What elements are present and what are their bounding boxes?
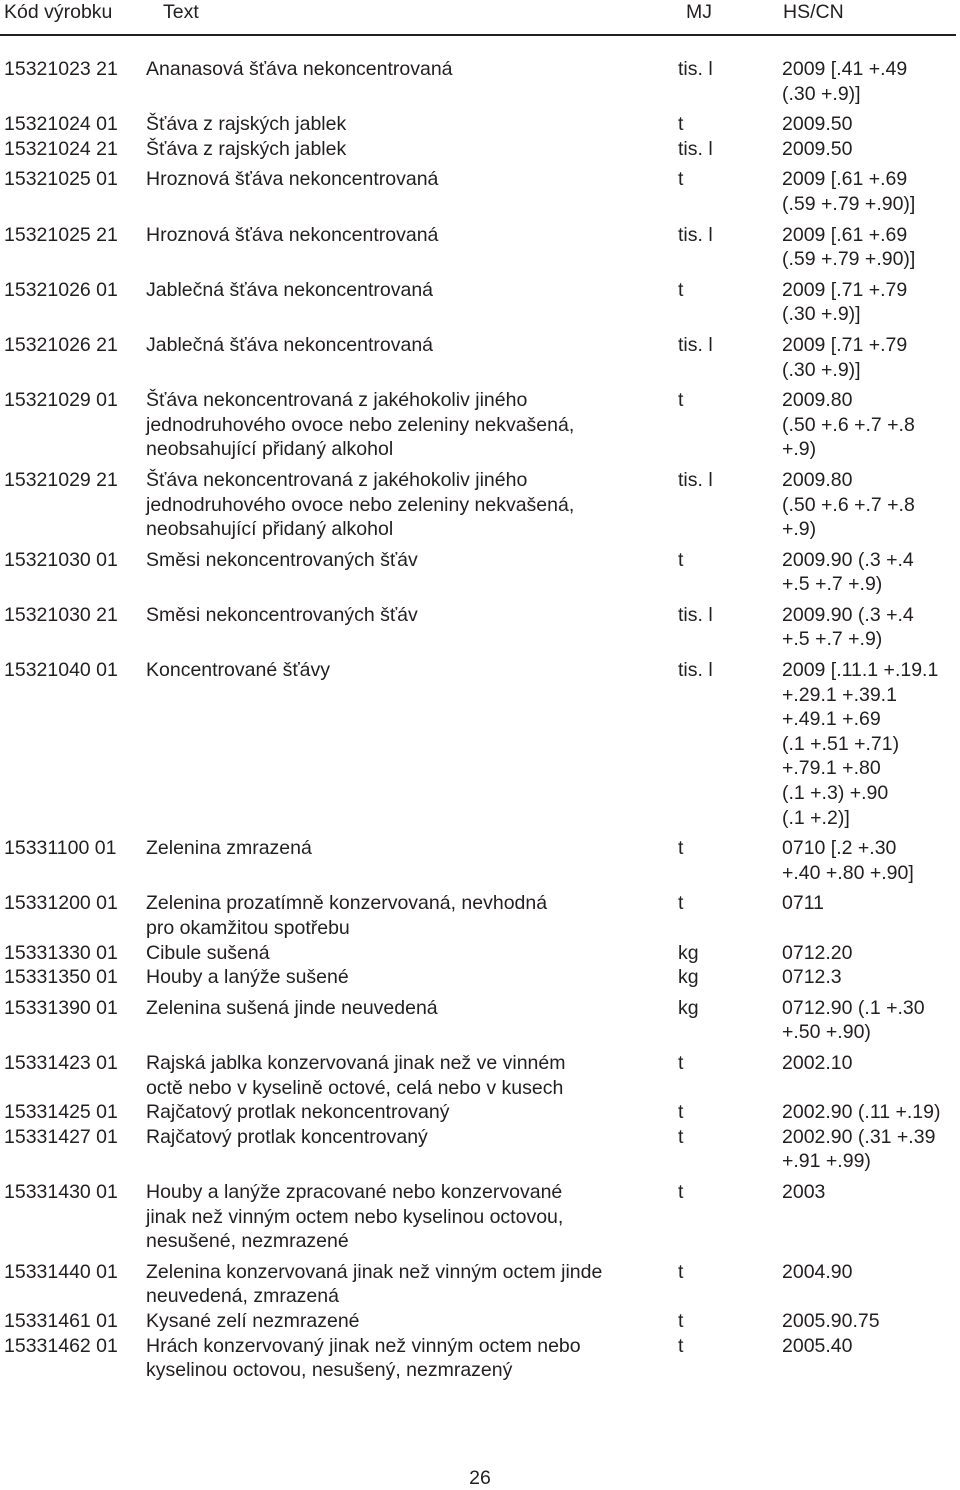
hs-cn-code: 0712.3: [782, 966, 842, 989]
hs-cn-code: 2009 [.61 +.69 (.59 +.79 +.90)]: [782, 223, 916, 271]
header-hs: HS/CN: [783, 1, 844, 23]
measure-unit: t: [678, 1334, 684, 1357]
product-description: Houby a lanýže sušené: [146, 966, 349, 989]
product-description: Šťáva z rajských jablek: [146, 137, 347, 160]
product-code: 15321026 21: [4, 333, 118, 356]
table-row: [0, 996, 960, 1045]
hs-cn-code: 2002.90 (.11 +.19): [782, 1101, 941, 1124]
hs-cn-code: 2009 [.61 +.69 (.59 +.79 +.90)]: [782, 168, 916, 215]
product-description: Šťáva z rajských jablek: [146, 113, 347, 136]
product-code: 15331440 01: [4, 1260, 118, 1283]
hs-cn-code: 0711: [782, 892, 824, 915]
table-row: [0, 333, 960, 382]
product-description: Šťáva nekoncentrovaná z jakéhokoliv jiného jednodruhového ovoce nebo zeleniny nekvašená, neobsahující přidaný alkohol: [146, 389, 575, 461]
measure-unit: tis. l: [678, 58, 713, 80]
product-description: Hroznová šťáva nekoncentrovaná: [146, 168, 439, 191]
hs-cn-code: 2009.90 (.3 +.4 +.5 +.7 +.9): [782, 603, 914, 651]
product-description: Cibule sušená: [146, 941, 270, 964]
table-row: [0, 548, 960, 597]
hs-cn-code: 2004.90: [782, 1260, 853, 1283]
measure-unit: tis. l: [678, 137, 713, 160]
measure-unit: t: [678, 1309, 684, 1332]
header-divider: [0, 34, 956, 36]
product-code: 15321030 01: [4, 548, 118, 571]
table-row: [0, 1309, 960, 1334]
product-code: 15321025 21: [4, 223, 118, 246]
header-text: Text: [163, 1, 199, 23]
product-code: 15321029 21: [4, 468, 118, 491]
product-description: Rajčatový protlak koncentrovaný: [146, 1125, 428, 1148]
product-code: 15321023 21: [4, 58, 118, 80]
table-row: [0, 1180, 960, 1254]
table-row: [0, 941, 960, 966]
product-description: Zelenina prozatímně konzervovaná, nevhodná pro okamžitou spotřebu: [146, 892, 548, 939]
product-code: 15331430 01: [4, 1180, 118, 1203]
table-row: [0, 468, 960, 542]
measure-unit: tis. l: [678, 333, 713, 356]
measure-unit: tis. l: [678, 223, 713, 246]
product-code: 15321025 01: [4, 168, 118, 191]
measure-unit: t: [678, 548, 684, 571]
product-code: 15331350 01: [4, 966, 118, 989]
product-description: Houby a lanýže zpracované nebo konzervované jinak než vinným octem nebo kyselinou octovou, nesušené, nezmrazené: [146, 1180, 564, 1253]
hs-cn-code: 2009 [.11.1 +.19.1 +.29.1 +.39.1 +.49.1 +.69 (.1 +.51 +.71) +.79.1 +.80 (.1 +.3) +.90 (.1 +.2)]: [782, 659, 939, 829]
measure-unit: t: [678, 1125, 684, 1148]
measure-unit: tis. l: [678, 468, 713, 491]
hs-cn-code: 0710 [.2 +.30 +.40 +.80 +.90]: [782, 837, 914, 884]
table-row: [0, 1125, 960, 1174]
hs-cn-code: 2009.80 (.50 +.6 +.7 +.8 +.9): [782, 389, 915, 461]
measure-unit: t: [678, 1180, 684, 1203]
product-description: Jablečná šťáva nekoncentrovaná: [146, 333, 434, 356]
product-code: 15331330 01: [4, 941, 118, 964]
table-row: [0, 836, 960, 885]
measure-unit: t: [678, 113, 684, 136]
hs-cn-code: 2009.50: [782, 113, 853, 136]
table-row: [0, 388, 960, 462]
product-description: Rajčatový protlak nekoncentrovaný: [146, 1101, 450, 1124]
product-code: 15331423 01: [4, 1051, 118, 1074]
product-description: Hroznová šťáva nekoncentrovaná: [146, 223, 439, 246]
table-row: [0, 965, 960, 990]
product-code: 15321030 21: [4, 603, 118, 626]
hs-cn-code: 0712.90 (.1 +.30 +.50 +.90): [782, 996, 925, 1044]
table-row: [0, 1260, 960, 1309]
measure-unit: t: [678, 1260, 684, 1283]
product-description: Zelenina sušená jinde neuvedená: [146, 996, 438, 1019]
hs-cn-code: 2009 [.41 +.49 (.30 +.9)]: [782, 58, 908, 105]
hs-cn-code: 2002.10: [782, 1051, 853, 1074]
product-code: 15331390 01: [4, 996, 118, 1019]
measure-unit: t: [678, 837, 684, 860]
table-row: [0, 223, 960, 272]
product-description: Rajská jablka konzervovaná jinak než ve vinném octě nebo v kyselině octové, celá nebo v kusech: [146, 1051, 566, 1099]
product-description: Jablečná šťáva nekoncentrovaná: [146, 278, 434, 301]
header-unit: MJ: [686, 1, 712, 23]
product-code: 15321024 21: [4, 137, 118, 160]
product-description: Směsi nekoncentrovaných šťáv: [146, 603, 418, 626]
hs-cn-code: 2009 [.71 +.79 (.30 +.9)]: [782, 278, 908, 326]
product-code: 15331425 01: [4, 1101, 118, 1124]
product-table-body: [0, 57, 960, 1389]
table-row: [0, 1051, 960, 1100]
hs-cn-code: 2002.90 (.31 +.39 +.91 +.99): [782, 1125, 936, 1173]
product-code: 15331100 01: [4, 837, 117, 860]
hs-cn-code: 2005.90.75: [782, 1309, 880, 1332]
table-row: [0, 57, 960, 106]
measure-unit: t: [678, 389, 684, 412]
product-description: Kysané zelí nezmrazené: [146, 1309, 360, 1332]
product-code: 15331461 01: [4, 1309, 118, 1332]
product-code: 15321029 01: [4, 389, 118, 412]
product-code: 15321024 01: [4, 113, 118, 136]
product-description: Šťáva nekoncentrovaná z jakéhokoliv jiného jednodruhového ovoce nebo zeleniny nekvašená, neobsahující přidaný alkohol: [146, 468, 575, 541]
hs-cn-code: 2009.90 (.3 +.4 +.5 +.7 +.9): [782, 548, 914, 596]
measure-unit: t: [678, 892, 684, 915]
product-description: Směsi nekoncentrovaných šťáv: [146, 548, 418, 571]
table-row: [0, 603, 960, 652]
page-number: 26: [469, 1467, 491, 1489]
hs-cn-code: 0712.20: [782, 941, 853, 964]
measure-unit: t: [678, 278, 684, 301]
measure-unit: kg: [678, 941, 699, 964]
table-row: [0, 658, 960, 830]
product-description: Koncentrované šťávy: [146, 659, 331, 682]
hs-cn-code: 2005.40: [782, 1334, 853, 1357]
product-description: Hrách konzervovaný jinak než vinným octem nebo kyselinou octovou, nesušený, nezmrazený: [146, 1334, 581, 1382]
table-row: [0, 891, 960, 940]
measure-unit: kg: [678, 996, 699, 1019]
measure-unit: tis. l: [678, 659, 713, 682]
measure-unit: t: [678, 1101, 684, 1124]
product-description: Ananasová šťáva nekoncentrovaná: [146, 58, 453, 80]
hs-cn-code: 2009 [.71 +.79 (.30 +.9)]: [782, 333, 908, 381]
product-code: 15331200 01: [4, 892, 118, 915]
product-code: 15321040 01: [4, 659, 118, 682]
header-code: Kód výrobku: [4, 1, 113, 23]
product-code: 15331462 01: [4, 1334, 118, 1357]
hs-cn-code: 2003: [782, 1180, 826, 1203]
hs-cn-code: 2009.80 (.50 +.6 +.7 +.8 +.9): [782, 468, 915, 541]
product-description: Zelenina konzervovaná jinak než vinným octem jinde neuvedená, zmrazená: [146, 1260, 603, 1308]
measure-unit: kg: [678, 966, 699, 989]
table-row: [0, 137, 960, 162]
table-row: [0, 1334, 960, 1383]
product-code: 15331427 01: [4, 1125, 118, 1148]
table-row: [0, 112, 960, 137]
table-row: [0, 278, 960, 327]
measure-unit: t: [678, 1051, 684, 1074]
hs-cn-code: 2009.50: [782, 137, 853, 160]
table-row: [0, 167, 960, 216]
measure-unit: tis. l: [678, 603, 713, 626]
measure-unit: t: [678, 168, 684, 191]
table-header: [0, 0, 960, 36]
product-description: Zelenina zmrazená: [146, 837, 312, 860]
product-code: 15321026 01: [4, 278, 118, 301]
table-row: [0, 1100, 960, 1125]
